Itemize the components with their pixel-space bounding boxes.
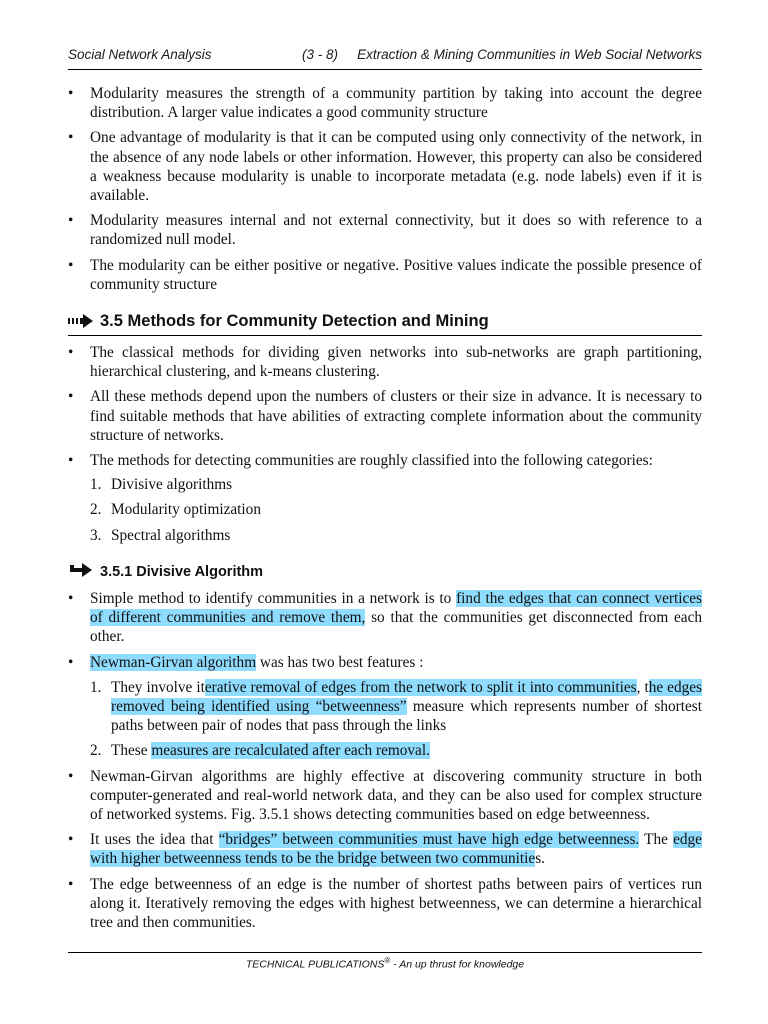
list-item: • All these methods depend upon the numbers of clusters or their size in advance. It is necessary to find suitable methods that have abilities of extracting complete information about the community structure of networks.: [68, 388, 702, 444]
registered-mark: ®: [384, 956, 391, 965]
running-header: [68, 47, 702, 67]
highlight: measures are recalculated after each removal.: [151, 742, 430, 760]
highlight: Newman-Girvan algorithm: [90, 653, 257, 671]
section-rule: [68, 335, 702, 336]
category-item: 3. Spectral algorithms: [90, 526, 231, 544]
bullet-list-methods: [68, 343, 702, 545]
highlight: he edges removed being identified using “betweenness”: [111, 678, 702, 716]
subsection-title: 3.5.1 Divisive Algorithm: [100, 564, 264, 580]
section-title: 3.5 Methods for Community Detection and Mining: [100, 312, 489, 330]
arrow-bullet-icon: [68, 314, 94, 333]
bullet-list-divisive: [68, 589, 702, 932]
highlight: “bridges” between communities must have high edge betweenness.: [218, 831, 640, 849]
list-item: • The classical methods for dividing given networks into sub-networks are graph partitioning, hierarchical clustering, and k-means clustering.: [68, 344, 702, 381]
header-book-title: Social Network Analysis: [68, 47, 212, 62]
list-item: • Modularity measures internal and not external connectivity, but it does so with reference to a randomized null model.: [68, 212, 702, 249]
category-item: 1. Divisive algorithms: [90, 476, 233, 494]
list-item: • Newman-Girvan algorithm was has two best features :: [68, 653, 424, 671]
footer-publisher: TECHNICAL PUBLICATIONS: [245, 958, 385, 971]
list-item: • Simple method to identify communities in a network is to find the edges that can connect vertices of different communities and remove them, so that the communities get disconnected from each other.: [68, 590, 703, 646]
footer: [68, 956, 702, 971]
feature-item: 1. They involve iterative removal of edges from the network to split it into communities, the edges removed being identified using “betweenness” measure which represents number of shortest paths between pair of nodes that pass through the links: [90, 678, 702, 735]
list-item: • One advantage of modularity is that it can be computed using only connectivity of the network, in the absence of any node labels or other information. However, this property can also be considered a weakness because modularity is unable to incorporate metadata (e.g. node labels) even if it is available.: [68, 129, 702, 205]
list-item: • Modularity measures the strength of a community partition by taking into account the degree distribution. A larger value indicates a good community structure: [68, 85, 702, 122]
highlight: find the edges that can connect vertices of different communities and remove them,: [90, 590, 702, 627]
subsection-heading: [68, 562, 702, 584]
list-item: • Newman-Girvan algorithms are highly effective at discovering community structure in both computer-generated and real-world network data, and they can be also used for complex structure of networked systems. Fig. 3.5.1 shows detecting communities based on edge betweenness.: [68, 767, 702, 824]
list-item: • The edge betweenness of an edge is the number of shortest paths between pairs of vertices run along it. Iteratively removing the edges with highest betweenness, we can determine a hierarchical tree and then communities.: [68, 875, 702, 932]
section-heading: [68, 312, 702, 334]
curved-arrow-icon: [68, 562, 94, 584]
list-item: • The modularity can be either positive or negative. Positive values indicate the possible presence of community structure: [68, 256, 702, 293]
feature-item: 2. These measures are recalculated after each removal.: [90, 742, 430, 760]
category-item: 2. Modularity optimization: [90, 501, 261, 519]
header-page-number: (3 - 8): [302, 47, 339, 62]
footer-tagline: - An up thrust for knowledge: [390, 958, 525, 971]
list-item: • The methods for detecting communities are roughly classified into the following categories:: [68, 452, 653, 470]
header-chapter-title: Extraction & Mining Communities in Web Social Networks: [357, 47, 702, 62]
highlight: erative removal of edges from the network to split it into communities: [204, 678, 637, 696]
list-item: • It uses the idea that “bridges” between communities must have high edge betweenness. The edge with higher betweenness tends to be the bridge between two communities.: [68, 831, 702, 868]
highlight: edge with higher betweenness tends to be the bridge between two communitie: [90, 831, 702, 868]
footer-rule: [68, 952, 702, 953]
header-rule: [68, 69, 702, 70]
bullet-list-modularity: [68, 84, 702, 294]
